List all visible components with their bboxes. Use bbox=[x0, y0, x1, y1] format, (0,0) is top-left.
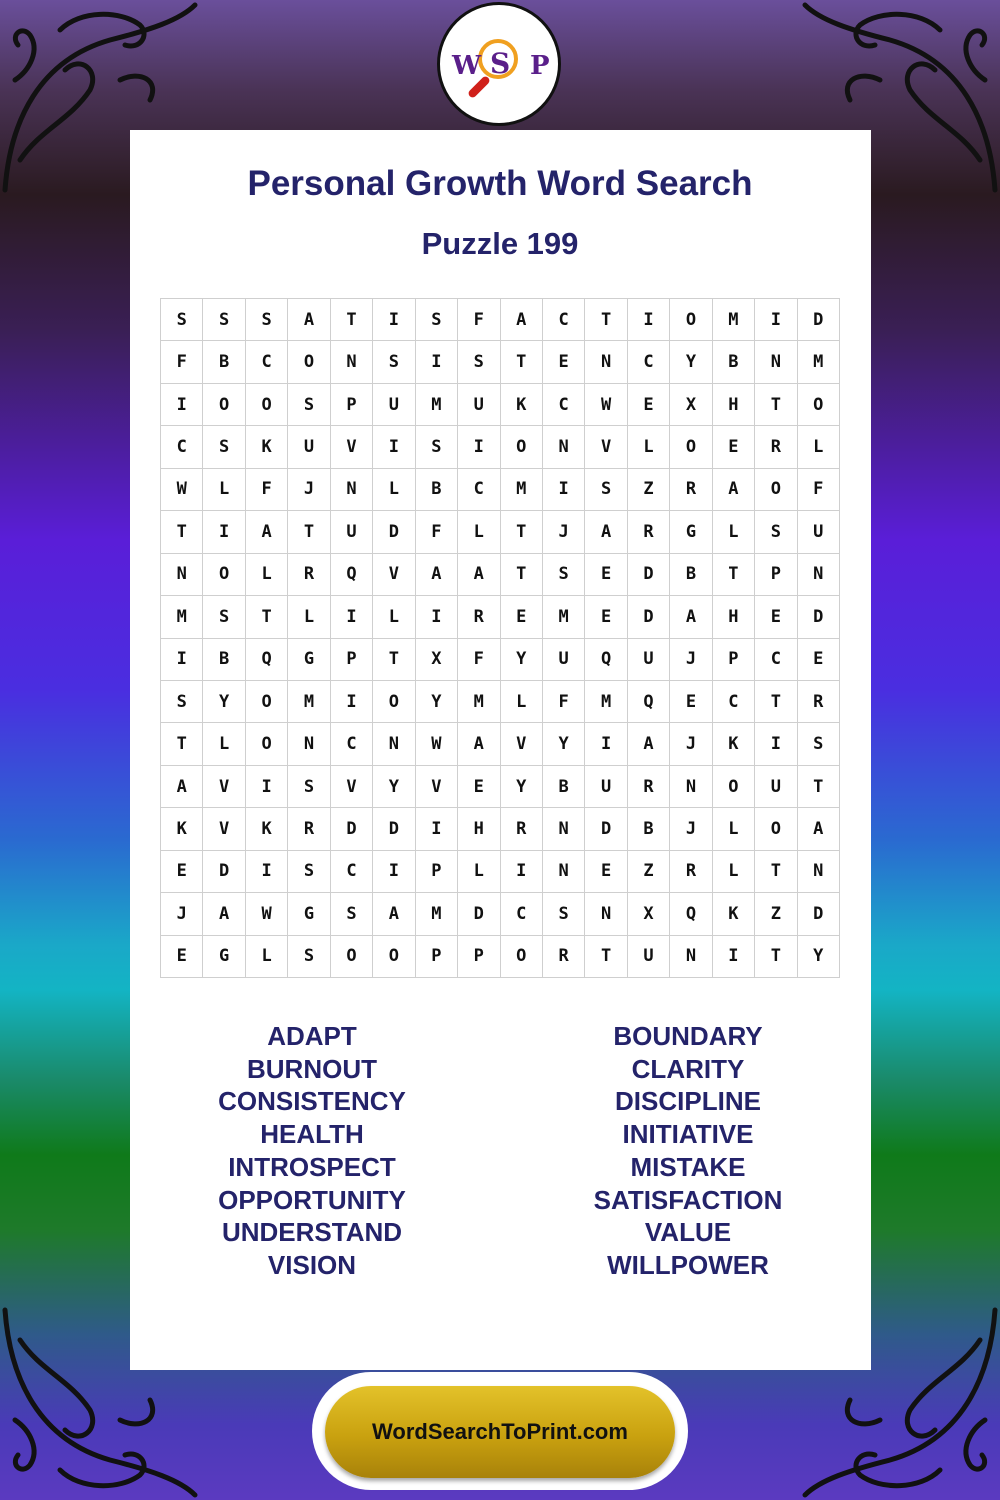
grid-cell[interactable]: G bbox=[288, 893, 330, 935]
grid-cell[interactable]: D bbox=[203, 851, 245, 893]
grid-cell[interactable]: W bbox=[246, 893, 288, 935]
grid-cell[interactable]: C bbox=[246, 341, 288, 383]
grid-cell[interactable]: F bbox=[458, 299, 500, 341]
grid-cell[interactable]: N bbox=[543, 851, 585, 893]
grid-cell[interactable]: A bbox=[501, 299, 543, 341]
grid-cell[interactable]: E bbox=[585, 554, 627, 596]
grid-cell[interactable]: U bbox=[628, 639, 670, 681]
grid-cell[interactable]: O bbox=[331, 936, 373, 978]
grid-cell[interactable]: L bbox=[628, 426, 670, 468]
grid-cell[interactable]: S bbox=[288, 384, 330, 426]
grid-cell[interactable]: T bbox=[161, 723, 203, 765]
grid-cell[interactable]: S bbox=[543, 554, 585, 596]
grid-cell[interactable]: N bbox=[288, 723, 330, 765]
word-item: OPPORTUNITY bbox=[218, 1184, 406, 1215]
grid-cell[interactable]: N bbox=[798, 851, 840, 893]
grid-cell[interactable]: I bbox=[416, 808, 458, 850]
grid-cell[interactable]: T bbox=[755, 384, 797, 426]
word-item: CONSISTENCY bbox=[218, 1086, 406, 1117]
grid-cell[interactable]: D bbox=[373, 511, 415, 553]
grid-cell[interactable]: P bbox=[331, 384, 373, 426]
grid-cell[interactable]: I bbox=[501, 851, 543, 893]
grid-cell[interactable]: O bbox=[203, 384, 245, 426]
grid-cell[interactable]: L bbox=[713, 808, 755, 850]
website-button[interactable]: WordSearchToPrint.com bbox=[325, 1386, 675, 1478]
grid-cell[interactable]: N bbox=[161, 554, 203, 596]
word-item: SATISFACTION bbox=[593, 1184, 783, 1215]
grid-cell[interactable]: F bbox=[543, 681, 585, 723]
logo-letter-p: P bbox=[530, 51, 550, 81]
grid-cell[interactable]: V bbox=[331, 426, 373, 468]
grid-cell[interactable]: I bbox=[755, 723, 797, 765]
grid-cell[interactable]: T bbox=[755, 851, 797, 893]
grid-cell[interactable]: D bbox=[373, 808, 415, 850]
grid-cell[interactable]: X bbox=[670, 384, 712, 426]
grid-cell[interactable]: O bbox=[670, 299, 712, 341]
grid-cell[interactable]: W bbox=[585, 384, 627, 426]
grid-cell[interactable]: E bbox=[161, 851, 203, 893]
grid-cell[interactable]: O bbox=[246, 681, 288, 723]
grid-cell[interactable]: L bbox=[373, 469, 415, 511]
grid-cell[interactable]: T bbox=[501, 554, 543, 596]
grid-cell[interactable]: T bbox=[501, 341, 543, 383]
grid-cell[interactable]: L bbox=[713, 851, 755, 893]
grid-cell[interactable]: M bbox=[798, 341, 840, 383]
grid-cell[interactable]: A bbox=[203, 893, 245, 935]
grid-cell[interactable]: I bbox=[713, 936, 755, 978]
page-title: Personal Growth Word Search bbox=[247, 164, 753, 203]
grid-cell[interactable]: D bbox=[798, 596, 840, 638]
grid-cell[interactable]: B bbox=[628, 808, 670, 850]
grid-cell[interactable]: Y bbox=[501, 639, 543, 681]
grid-cell[interactable]: M bbox=[501, 469, 543, 511]
grid-cell[interactable]: U bbox=[798, 511, 840, 553]
grid-cell[interactable]: I bbox=[331, 681, 373, 723]
grid-cell[interactable]: E bbox=[543, 341, 585, 383]
grid-cell[interactable]: T bbox=[501, 511, 543, 553]
grid-cell[interactable]: Y bbox=[373, 766, 415, 808]
grid-cell[interactable]: V bbox=[331, 766, 373, 808]
word-item: WILLPOWER bbox=[607, 1249, 769, 1280]
grid-cell[interactable]: I bbox=[458, 426, 500, 468]
grid-cell[interactable]: N bbox=[670, 766, 712, 808]
grid-cell[interactable]: S bbox=[246, 299, 288, 341]
grid-cell[interactable]: I bbox=[246, 851, 288, 893]
grid-cell[interactable]: U bbox=[755, 766, 797, 808]
grid-cell[interactable]: K bbox=[246, 808, 288, 850]
grid-cell[interactable]: Y bbox=[543, 723, 585, 765]
grid-cell[interactable]: E bbox=[585, 596, 627, 638]
grid-cell[interactable]: T bbox=[585, 936, 627, 978]
grid-cell[interactable]: M bbox=[416, 384, 458, 426]
grid-cell[interactable]: Q bbox=[246, 639, 288, 681]
grid-cell[interactable]: M bbox=[713, 299, 755, 341]
grid-cell[interactable]: A bbox=[373, 893, 415, 935]
grid-cell[interactable]: I bbox=[331, 596, 373, 638]
grid-cell[interactable]: R bbox=[543, 936, 585, 978]
grid-cell[interactable]: L bbox=[246, 554, 288, 596]
grid-cell[interactable]: Q bbox=[670, 893, 712, 935]
grid-cell[interactable]: C bbox=[161, 426, 203, 468]
grid-cell[interactable]: V bbox=[416, 766, 458, 808]
grid-cell[interactable]: J bbox=[161, 893, 203, 935]
grid-cell[interactable]: Z bbox=[755, 893, 797, 935]
grid-cell[interactable]: D bbox=[798, 893, 840, 935]
grid-cell[interactable]: T bbox=[798, 766, 840, 808]
grid-cell[interactable]: Z bbox=[628, 469, 670, 511]
word-item: ADAPT bbox=[267, 1021, 357, 1051]
grid-cell[interactable]: G bbox=[670, 511, 712, 553]
grid-cell[interactable]: A bbox=[713, 469, 755, 511]
grid-cell[interactable]: C bbox=[755, 639, 797, 681]
word-list-right bbox=[538, 1020, 838, 1282]
grid-cell[interactable]: D bbox=[458, 893, 500, 935]
grid-cell[interactable]: H bbox=[713, 596, 755, 638]
grid-cell[interactable]: T bbox=[331, 299, 373, 341]
grid-cell[interactable]: U bbox=[628, 936, 670, 978]
grid-cell[interactable]: J bbox=[288, 469, 330, 511]
word-item: BOUNDARY bbox=[613, 1021, 763, 1051]
grid-cell[interactable]: G bbox=[288, 639, 330, 681]
grid-cell[interactable]: I bbox=[585, 723, 627, 765]
grid-cell[interactable]: B bbox=[713, 341, 755, 383]
grid-cell[interactable]: S bbox=[288, 936, 330, 978]
grid-cell[interactable]: O bbox=[288, 341, 330, 383]
grid-cell[interactable]: N bbox=[585, 893, 627, 935]
grid-cell[interactable]: U bbox=[543, 639, 585, 681]
grid-cell[interactable]: P bbox=[458, 936, 500, 978]
grid-cell[interactable]: N bbox=[755, 341, 797, 383]
grid-cell[interactable]: M bbox=[288, 681, 330, 723]
grid-cell[interactable]: C bbox=[543, 299, 585, 341]
grid-cell[interactable]: E bbox=[458, 766, 500, 808]
grid-cell[interactable]: R bbox=[628, 766, 670, 808]
grid-cell[interactable]: C bbox=[331, 723, 373, 765]
grid-cell[interactable]: S bbox=[458, 341, 500, 383]
grid-cell[interactable]: D bbox=[331, 808, 373, 850]
grid-cell[interactable]: K bbox=[713, 893, 755, 935]
logo-letter-s: S bbox=[490, 47, 511, 80]
grid-cell[interactable]: R bbox=[458, 596, 500, 638]
grid-cell[interactable]: T bbox=[246, 596, 288, 638]
grid-cell[interactable]: F bbox=[246, 469, 288, 511]
grid-cell[interactable]: S bbox=[203, 596, 245, 638]
grid-cell[interactable]: W bbox=[161, 469, 203, 511]
grid-cell[interactable]: M bbox=[543, 596, 585, 638]
grid-cell[interactable]: N bbox=[670, 936, 712, 978]
grid-cell[interactable]: O bbox=[501, 936, 543, 978]
word-item: VISION bbox=[267, 1249, 357, 1280]
grid-cell[interactable]: I bbox=[373, 426, 415, 468]
word-item: MISTAKE bbox=[630, 1151, 746, 1182]
grid-cell[interactable]: M bbox=[416, 893, 458, 935]
grid-cell[interactable]: D bbox=[628, 596, 670, 638]
grid-cell[interactable]: O bbox=[373, 936, 415, 978]
grid-cell[interactable]: A bbox=[288, 299, 330, 341]
grid-cell[interactable]: L bbox=[246, 936, 288, 978]
grid-cell[interactable]: A bbox=[628, 723, 670, 765]
grid-cell[interactable]: I bbox=[161, 384, 203, 426]
grid-cell[interactable]: B bbox=[203, 639, 245, 681]
grid-cell[interactable]: N bbox=[331, 469, 373, 511]
grid-cell[interactable]: I bbox=[246, 766, 288, 808]
grid-cell[interactable]: E bbox=[628, 384, 670, 426]
grid-cell[interactable]: L bbox=[798, 426, 840, 468]
grid-cell[interactable]: O bbox=[670, 426, 712, 468]
word-list-left bbox=[162, 1020, 462, 1282]
grid-cell[interactable]: A bbox=[458, 554, 500, 596]
grid-cell[interactable]: L bbox=[288, 596, 330, 638]
grid-cell[interactable]: A bbox=[798, 808, 840, 850]
grid-cell[interactable]: Q bbox=[585, 639, 627, 681]
grid-cell[interactable]: T bbox=[288, 511, 330, 553]
grid-cell[interactable]: K bbox=[246, 426, 288, 468]
grid-cell[interactable]: O bbox=[203, 554, 245, 596]
grid-cell[interactable]: N bbox=[543, 808, 585, 850]
word-item: UNDERSTAND bbox=[221, 1217, 403, 1248]
grid-cell[interactable]: R bbox=[288, 808, 330, 850]
letter-grid bbox=[160, 298, 840, 978]
word-item: DISCIPLINE bbox=[615, 1086, 761, 1117]
grid-cell[interactable]: I bbox=[543, 469, 585, 511]
grid-cell[interactable]: R bbox=[798, 681, 840, 723]
grid-cell[interactable]: I bbox=[755, 299, 797, 341]
grid-cell[interactable]: K bbox=[161, 808, 203, 850]
grid-cell[interactable]: Y bbox=[798, 936, 840, 978]
grid-cell[interactable]: E bbox=[670, 681, 712, 723]
grid-cell[interactable]: E bbox=[161, 936, 203, 978]
grid-cell[interactable]: F bbox=[798, 469, 840, 511]
grid-cell[interactable]: R bbox=[628, 511, 670, 553]
grid-cell[interactable]: S bbox=[331, 893, 373, 935]
grid-cell[interactable]: B bbox=[670, 554, 712, 596]
grid-cell[interactable]: Y bbox=[416, 681, 458, 723]
grid-cell[interactable]: O bbox=[246, 384, 288, 426]
grid-cell[interactable]: S bbox=[798, 723, 840, 765]
grid-cell[interactable]: O bbox=[246, 723, 288, 765]
grid-cell[interactable]: M bbox=[458, 681, 500, 723]
grid-cell[interactable]: C bbox=[331, 851, 373, 893]
grid-cell[interactable]: S bbox=[416, 299, 458, 341]
grid-cell[interactable]: S bbox=[288, 766, 330, 808]
grid-cell[interactable]: C bbox=[458, 469, 500, 511]
grid-cell[interactable]: B bbox=[416, 469, 458, 511]
grid-cell[interactable]: C bbox=[543, 384, 585, 426]
grid-cell[interactable]: S bbox=[203, 299, 245, 341]
wsp-logo[interactable] bbox=[437, 2, 561, 126]
grid-cell[interactable]: Q bbox=[628, 681, 670, 723]
grid-cell[interactable]: O bbox=[755, 469, 797, 511]
grid-cell[interactable]: O bbox=[501, 426, 543, 468]
grid-cell[interactable]: S bbox=[416, 426, 458, 468]
grid-cell[interactable]: V bbox=[501, 723, 543, 765]
grid-cell[interactable]: C bbox=[628, 341, 670, 383]
grid-cell[interactable]: P bbox=[713, 639, 755, 681]
grid-cell[interactable]: A bbox=[416, 554, 458, 596]
grid-cell[interactable]: J bbox=[670, 808, 712, 850]
grid-cell[interactable]: L bbox=[713, 511, 755, 553]
grid-cell[interactable]: N bbox=[585, 341, 627, 383]
grid-cell[interactable]: V bbox=[203, 808, 245, 850]
grid-cell[interactable]: P bbox=[755, 554, 797, 596]
grid-cell[interactable]: T bbox=[161, 511, 203, 553]
grid-cell[interactable]: W bbox=[416, 723, 458, 765]
grid-cell[interactable]: F bbox=[458, 639, 500, 681]
grid-cell[interactable]: P bbox=[331, 639, 373, 681]
grid-cell[interactable]: T bbox=[755, 681, 797, 723]
grid-cell[interactable]: A bbox=[585, 511, 627, 553]
grid-cell[interactable]: N bbox=[373, 723, 415, 765]
grid-cell[interactable]: R bbox=[670, 469, 712, 511]
grid-cell[interactable]: U bbox=[288, 426, 330, 468]
grid-cell[interactable]: R bbox=[501, 808, 543, 850]
grid-cell[interactable]: S bbox=[161, 299, 203, 341]
grid-cell[interactable]: G bbox=[203, 936, 245, 978]
grid-cell[interactable]: R bbox=[288, 554, 330, 596]
grid-cell[interactable]: O bbox=[798, 384, 840, 426]
grid-cell[interactable]: P bbox=[416, 851, 458, 893]
grid-cell[interactable]: M bbox=[161, 596, 203, 638]
grid-cell[interactable]: E bbox=[755, 596, 797, 638]
grid-cell[interactable]: T bbox=[373, 639, 415, 681]
grid-cell[interactable]: M bbox=[585, 681, 627, 723]
grid-cell[interactable]: Y bbox=[670, 341, 712, 383]
grid-cell[interactable]: T bbox=[713, 554, 755, 596]
grid-cell[interactable]: C bbox=[713, 681, 755, 723]
word-item: HEALTH bbox=[260, 1119, 364, 1150]
puzzle-number: Puzzle 199 bbox=[421, 226, 579, 261]
grid-cell[interactable]: Y bbox=[203, 681, 245, 723]
word-item: INTROSPECT bbox=[228, 1151, 396, 1182]
grid-cell[interactable]: I bbox=[416, 341, 458, 383]
grid-cell[interactable]: V bbox=[585, 426, 627, 468]
grid-cell[interactable]: J bbox=[670, 723, 712, 765]
grid-cell[interactable]: S bbox=[373, 341, 415, 383]
word-item: INITIATIVE bbox=[622, 1119, 754, 1150]
grid-cell[interactable]: S bbox=[203, 426, 245, 468]
grid-cell[interactable]: I bbox=[161, 639, 203, 681]
grid-cell[interactable]: A bbox=[458, 723, 500, 765]
grid-cell[interactable]: S bbox=[755, 511, 797, 553]
grid-cell[interactable]: Y bbox=[501, 766, 543, 808]
grid-cell[interactable]: B bbox=[543, 766, 585, 808]
grid-cell[interactable]: L bbox=[203, 723, 245, 765]
grid-cell[interactable]: E bbox=[501, 596, 543, 638]
grid-cell[interactable]: S bbox=[543, 893, 585, 935]
grid-cell[interactable]: C bbox=[501, 893, 543, 935]
grid-cell[interactable]: Q bbox=[331, 554, 373, 596]
grid-cell[interactable]: K bbox=[501, 384, 543, 426]
grid-cell[interactable]: I bbox=[373, 299, 415, 341]
grid-cell[interactable]: O bbox=[755, 808, 797, 850]
grid-cell[interactable]: D bbox=[585, 808, 627, 850]
grid-cell[interactable]: T bbox=[585, 299, 627, 341]
grid-cell[interactable]: F bbox=[161, 341, 203, 383]
grid-cell[interactable]: E bbox=[713, 426, 755, 468]
grid-cell[interactable]: Z bbox=[628, 851, 670, 893]
grid-cell[interactable]: R bbox=[755, 426, 797, 468]
grid-cell[interactable]: L bbox=[501, 681, 543, 723]
grid-cell[interactable]: U bbox=[331, 511, 373, 553]
grid-cell[interactable]: I bbox=[203, 511, 245, 553]
grid-cell[interactable]: E bbox=[798, 639, 840, 681]
grid-cell[interactable]: V bbox=[373, 554, 415, 596]
grid-cell[interactable]: L bbox=[373, 596, 415, 638]
word-item: BURNOUT bbox=[247, 1053, 377, 1084]
grid-cell[interactable]: I bbox=[416, 596, 458, 638]
grid-cell[interactable]: U bbox=[373, 384, 415, 426]
grid-cell[interactable]: I bbox=[373, 851, 415, 893]
grid-cell[interactable]: L bbox=[458, 511, 500, 553]
word-item: VALUE bbox=[644, 1217, 732, 1248]
grid-cell[interactable]: S bbox=[585, 469, 627, 511]
grid-cell[interactable]: X bbox=[416, 639, 458, 681]
grid-cell[interactable]: H bbox=[713, 384, 755, 426]
grid-cell[interactable]: N bbox=[543, 426, 585, 468]
grid-cell[interactable]: X bbox=[628, 893, 670, 935]
word-item: CLARITY bbox=[631, 1053, 745, 1084]
grid-cell[interactable]: H bbox=[458, 808, 500, 850]
grid-cell[interactable]: O bbox=[373, 681, 415, 723]
grid-cell[interactable]: N bbox=[798, 554, 840, 596]
grid-cell[interactable]: T bbox=[755, 936, 797, 978]
grid-cell[interactable]: S bbox=[161, 681, 203, 723]
grid-cell[interactable]: U bbox=[585, 766, 627, 808]
grid-cell[interactable]: S bbox=[288, 851, 330, 893]
grid-cell[interactable]: K bbox=[713, 723, 755, 765]
logo-letter-w: W bbox=[452, 51, 482, 81]
grid-cell[interactable]: J bbox=[543, 511, 585, 553]
grid-cell[interactable]: E bbox=[585, 851, 627, 893]
grid-cell[interactable]: L bbox=[203, 469, 245, 511]
grid-cell[interactable]: A bbox=[246, 511, 288, 553]
grid-cell[interactable]: I bbox=[628, 299, 670, 341]
grid-cell[interactable]: D bbox=[628, 554, 670, 596]
grid-cell[interactable]: N bbox=[331, 341, 373, 383]
grid-cell[interactable]: U bbox=[458, 384, 500, 426]
grid-cell[interactable]: J bbox=[670, 639, 712, 681]
grid-cell[interactable]: R bbox=[670, 851, 712, 893]
grid-cell[interactable]: P bbox=[416, 936, 458, 978]
grid-cell[interactable]: F bbox=[416, 511, 458, 553]
grid-cell[interactable]: A bbox=[161, 766, 203, 808]
grid-cell[interactable]: V bbox=[203, 766, 245, 808]
grid-cell[interactable]: B bbox=[203, 341, 245, 383]
grid-cell[interactable]: O bbox=[713, 766, 755, 808]
grid-cell[interactable]: L bbox=[458, 851, 500, 893]
grid-cell[interactable]: A bbox=[670, 596, 712, 638]
grid-cell[interactable]: D bbox=[798, 299, 840, 341]
